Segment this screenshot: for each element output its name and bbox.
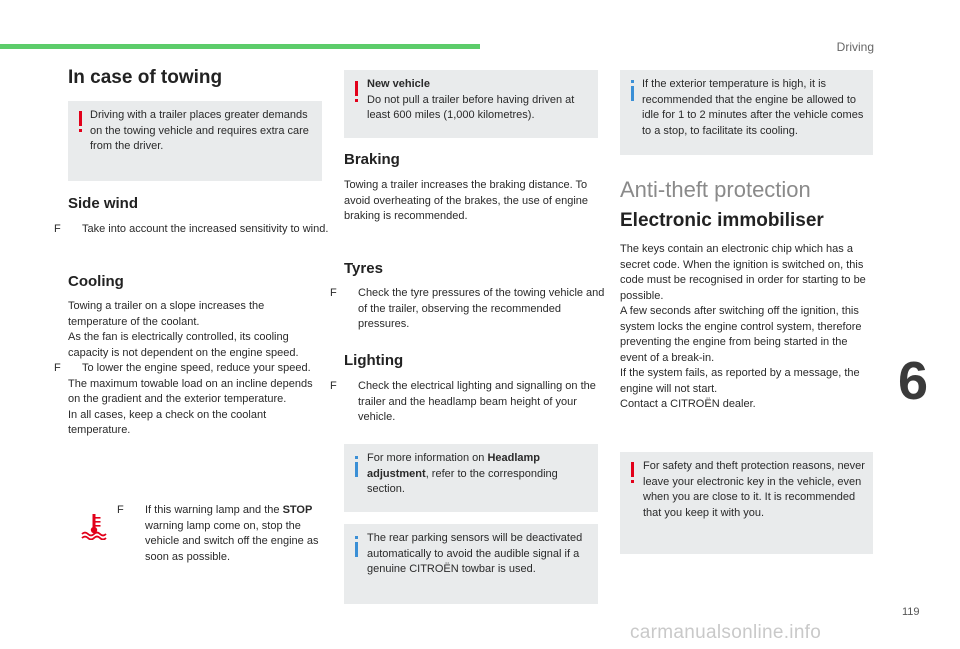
tyres-heading: Tyres [344,260,383,277]
cooling-p3: The maximum towable load on an incline depends on the gradient and the exterior temperature. [68,377,313,405]
cooling-heading: Cooling [68,273,124,290]
bullet-icon: F [54,223,61,235]
bullet-icon: F [330,287,337,299]
lighting-bullet: F Check the electrical lighting and signalling on the trailer and the headlamp beam height of your vehicle. [330,380,596,423]
immobiliser-p4: Contact a CITROËN dealer. [620,398,756,410]
parking-sensors-info-text: The rear parking sensors will be deactivated automatically to avoid the audible signal if a genuine CITROËN towbar is used. [367,532,583,575]
anti-theft-title: Anti-theft protection [620,177,811,202]
warning-icon [631,462,634,477]
towing-title: In case of towing [68,67,223,88]
cooling-p1: Towing a trailer on a slope increases the temperature of the coolant. [68,300,265,328]
info-icon [355,462,358,477]
warning-icon [355,81,358,96]
bullet-icon: F [330,380,337,392]
side-wind-heading: Side wind [68,195,139,212]
info-icon [355,542,358,557]
lighting-heading: Lighting [344,352,404,369]
page-number: 119 [902,606,920,618]
section-name: Driving [836,40,874,54]
towing-warning-text: Driving with a trailer places greater demands on the towing vehicle and requires extra care from the driver. [90,109,309,152]
new-vehicle-title: New vehicle [367,78,430,90]
immobiliser-title: Electronic immobiliser [620,210,824,231]
headlamp-info-text: For more information on Headlamp adjustment, refer to the corresponding section. [367,452,558,495]
cooling-p4: In all cases, keep a check on the coolant temperature. [68,408,267,436]
braking-heading: Braking [344,151,400,168]
key-warning-text: For safety and theft protection reasons, never leave your electronic key in the vehicle, even when you are close to it. It is recommended that you keep it with you. [643,460,865,519]
immobiliser-p3: If the system fails, as reported by a message, the engine will not start. [620,367,860,395]
bullet-icon: F [54,362,61,374]
warning-lamp-note: F If this warning lamp and the STOP warning lamp come on, stop the vehicle and switch off the engine as soon as possible. [117,504,319,563]
top-accent-bar [0,44,480,49]
cooling-text [54,299,326,439]
info-icon [631,86,634,101]
new-vehicle-body: Do not pull a trailer before having driven at least 600 miles (1,000 kilometres). [367,93,575,121]
cooling-p2: As the fan is electrically controlled, its cooling capacity is not dependent on the engine speed. [68,331,299,359]
immobiliser-text [620,242,868,413]
cooling-info-text: If the exterior temperature is high, it is recommended that the engine be allowed to idle for 1 to 2 minutes after the vehicle comes to a stop, to facilitate its cooling. [642,78,864,137]
warning-icon [79,111,82,126]
bullet-icon: F [117,504,124,516]
braking-text: Towing a trailer increases the braking distance. To avoid overheating of the brakes, the use of engine braking is recommended. [344,179,589,222]
chapter-tab-number: 6 [898,351,929,411]
new-vehicle-text [367,77,595,124]
tyres-bullet: F Check the tyre pressures of the towing vehicle and of the trailer, observing the recommended pressures. [330,287,605,330]
side-wind-bullet: F Take into account the increased sensitivity to wind. [68,222,334,238]
immobiliser-p2: A few seconds after switching off the ignition, this system locks the engine control system, therefore preventing the engine from being started in the event of a break-in. [620,305,862,364]
immobiliser-p1: The keys contain an electronic chip which has a secret code. When the ignition is switched on, this code must be recognised in order for starting to be possible. [620,243,866,302]
coolant-temperature-icon [80,512,108,540]
watermark: carmanualsonline.info [630,622,822,643]
cooling-bullet: F To lower the engine speed, reduce your speed. [68,361,326,377]
